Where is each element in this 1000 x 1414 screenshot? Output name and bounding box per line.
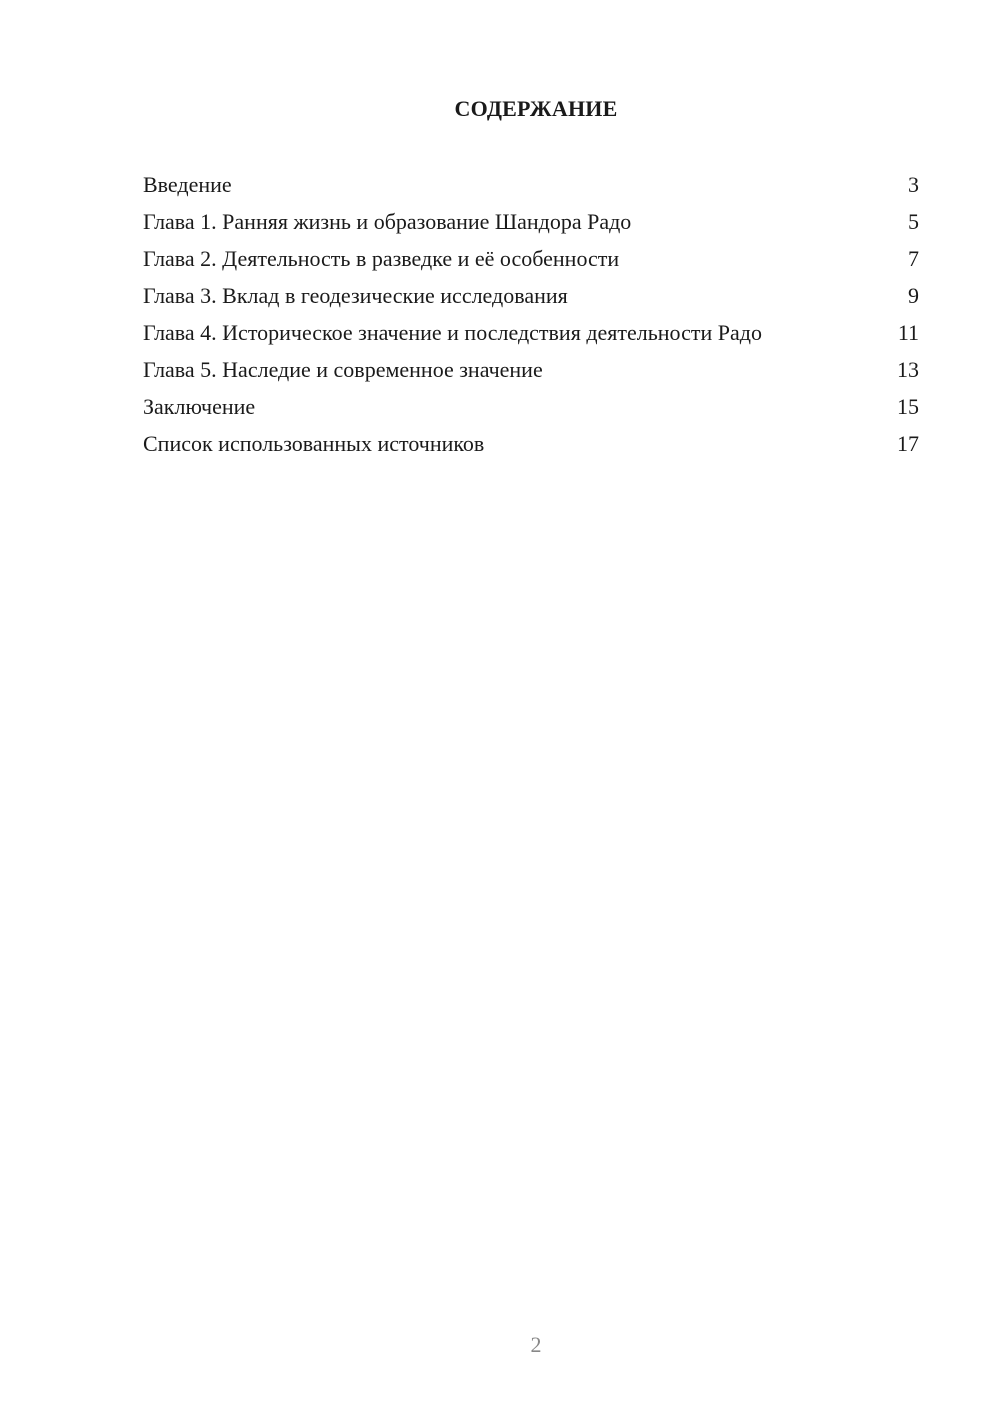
toc-entry-page: 3 bbox=[908, 172, 919, 197]
page-number: 2 bbox=[530, 1332, 542, 1357]
toc-entry-text: Введение bbox=[143, 172, 232, 197]
toc-entry-page: 5 bbox=[908, 209, 919, 234]
page-title: СОДЕРЖАНИЕ bbox=[454, 96, 618, 121]
toc-entry-page: 9 bbox=[908, 283, 919, 308]
toc-entry-page: 15 bbox=[897, 394, 919, 419]
toc-entry-conclusion bbox=[143, 393, 919, 420]
toc-entry-page: 13 bbox=[897, 357, 919, 382]
toc-entry-chapter-2 bbox=[143, 245, 919, 272]
toc-entry-chapter-1 bbox=[143, 208, 919, 235]
toc-entry-text: Глава 5. Наследие и современное значение bbox=[143, 357, 543, 382]
toc-entry-chapter-3 bbox=[143, 282, 919, 309]
toc-entry-references bbox=[143, 430, 919, 457]
toc-entry-chapter-4 bbox=[143, 319, 919, 346]
toc-entry-text: Глава 1. Ранняя жизнь и образование Шандора Радо bbox=[143, 209, 632, 234]
toc-entry-page: 7 bbox=[908, 246, 919, 271]
table-of-contents bbox=[143, 171, 919, 467]
toc-entry-introduction bbox=[143, 171, 919, 198]
toc-entry-text: Глава 4. Историческое значение и последствия деятельности Радо bbox=[143, 320, 762, 345]
toc-entry-text: Список использованных источников bbox=[143, 431, 485, 456]
toc-entry-text: Глава 3. Вклад в геодезические исследования bbox=[143, 283, 568, 308]
toc-entry-text: Заключение bbox=[143, 394, 256, 419]
toc-entry-text: Глава 2. Деятельность в разведке и её особенности bbox=[143, 246, 620, 271]
toc-entry-page: 11 bbox=[897, 320, 919, 345]
toc-entry-chapter-5 bbox=[143, 356, 919, 383]
toc-entry-page: 17 bbox=[897, 431, 919, 456]
